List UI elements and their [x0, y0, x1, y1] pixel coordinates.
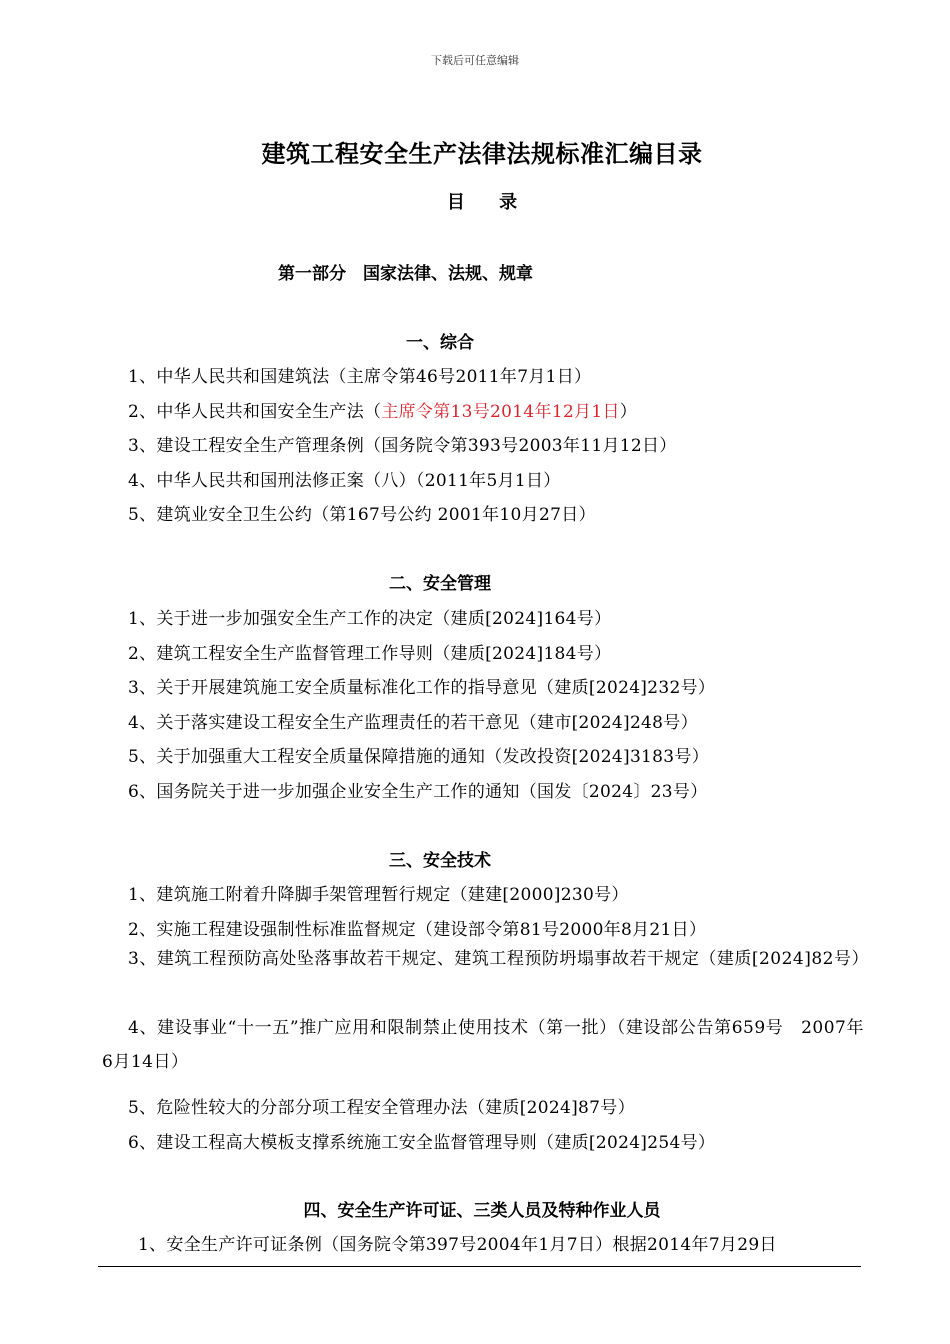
list-item: 3、建筑工程预防高处坠落事故若干规定、建筑工程预防坍塌事故若干规定（建质[2024]82号）	[128, 949, 869, 969]
list-item: 2、建筑工程安全生产监督管理工作导则（建质[2024]184号）	[128, 644, 612, 664]
list-item: 1、安全生产许可证条例（国务院令第397号2004年1月7日）根据2014年7月29日	[138, 1235, 777, 1255]
list-item: 1、关于进一步加强安全生产工作的决定（建质[2024]164号）	[128, 609, 612, 629]
list-item: 5、建筑业安全卫生公约（第167号公约 2001年10月27日）	[128, 505, 596, 525]
list-item: 6、国务院关于进一步加强企业安全生产工作的通知（国发〔2024〕23号）	[128, 782, 708, 802]
list-item: 2、实施工程建设强制性标准监督规定（建设部令第81号2000年8月21日）	[128, 920, 707, 940]
section-heading: 四、安全生产许可证、三类人员及特种作业人员	[303, 1201, 661, 1221]
list-item: 4、中华人民共和国刑法修正案（八）（2011年5月1日）	[128, 471, 561, 491]
document-title: 建筑工程安全生产法律法规标准汇编目录	[261, 140, 703, 168]
section-heading: 一、综合	[406, 333, 474, 353]
header-note: 下载后可任意编辑	[431, 54, 519, 67]
section-heading: 三、安全技术	[389, 851, 491, 871]
list-item: 4、建设事业“十一五”推广应用和限制禁止使用技术（第一批）（建设部公告第659号 2007年6月14日）	[102, 1018, 864, 1072]
list-item: 1、建筑施工附着升降脚手架管理暂行规定（建建[2000]230号）	[128, 885, 629, 905]
toc-subtitle: 目 录	[446, 192, 518, 213]
item-text: 2、中华人民共和国安全生产法（	[128, 402, 382, 422]
footer-divider	[98, 1266, 861, 1267]
list-item: 3、建设工程安全生产管理条例（国务院令第393号2003年11月12日）	[128, 436, 677, 456]
list-item: 5、关于加强重大工程安全质量保障措施的通知（发改投资[2024]3183号）	[128, 747, 710, 767]
list-item: 1、中华人民共和国建筑法（主席令第46号2011年7月1日）	[128, 367, 592, 387]
list-item: 6、建设工程高大模板支撑系统施工安全监督管理导则（建质[2024]254号）	[128, 1133, 716, 1153]
list-item: 4、关于落实建设工程安全生产监理责任的若干意见（建市[2024]248号）	[128, 713, 698, 733]
item-text-tail: ）	[619, 402, 638, 422]
list-item: 5、危险性较大的分部分项工程安全管理办法（建质[2024]87号）	[128, 1098, 635, 1118]
section-heading: 二、安全管理	[389, 574, 491, 594]
part-title: 第一部分 国家法律、法规、规章	[278, 264, 533, 284]
highlighted-text: 主席令第13号2014年12月1日	[381, 402, 620, 422]
list-item	[128, 397, 637, 422]
list-item: 3、关于开展建筑施工安全质量标准化工作的指导意见（建质[2024]232号）	[128, 678, 716, 698]
